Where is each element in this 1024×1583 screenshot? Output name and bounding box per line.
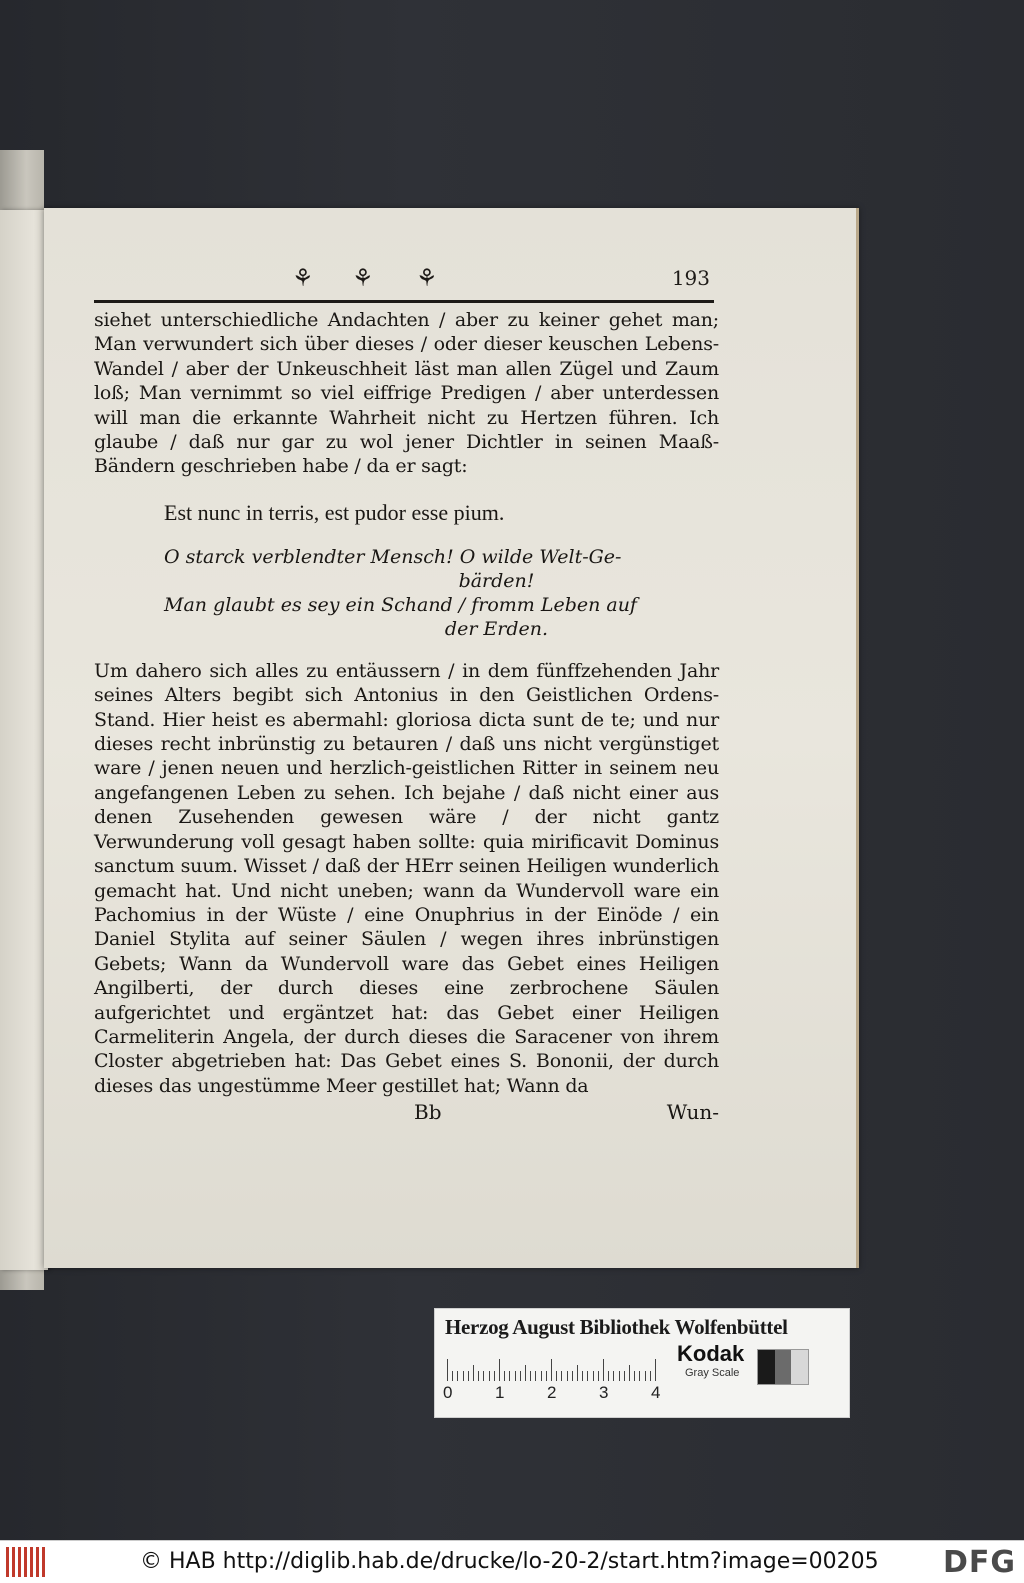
paragraph-2: Um dahero sich alles zu entäussern / in dem fünffzehenden Jahr seines Alters begibt sich Antonius in den Geistlichen Ordens-Stand. Hier heist es abermahl: gloriosa dicta sunt de te; und nur dieses recht inbrünstig zu betauren / daß uns nicht vergünstiget ware / jenen neuen und herzlich-geistlichen Ritter in seinem neu angefangenen Leben zu sehen. Ich bejahe / daß nicht einer aus denen Zusehenden gewesen wäre / der nicht gantz Verwunderung voll gesagt haben sollte: quia mirificavit Dominus sanctum suum. Wisset / daß der HErr seinen Heiligen wunderlich gemacht hat. Und nicht uneben; wann da Wundervoll ware ein Pachomius in der Wüste / eine Onuphrius in der Einöde / ein Daniel Stylita auf seiner Säulen / wegen ihres inbrünstigen Gebets; Wann da Wundervoll ware das Gebet eines Heiligen Angilberti, der durch dieses eine zerbrochene Säulen aufgerichtet und ergäntzet hat: das Gebet einer Heiligen Carmeliterin Angela, der durch dieses die Saracener von ihrem Closter abgetrieben hat: Das Gebet eines S. Bononii, der durch dieses das ungestümme Meer gestillet hat; Wann da [94,659,719,1097]
ruler-tick [561,1371,562,1381]
library-title: Herzog August Bibliothek Wolfenbüttel [445,1315,788,1339]
ruler-tick [509,1371,510,1381]
ruler-tick [463,1371,464,1381]
ruler-tick [457,1371,458,1381]
ruler-tick [546,1371,547,1381]
ruler-tick [473,1365,474,1381]
ruler-number: 1 [495,1383,505,1402]
ruler-tick [650,1371,651,1381]
page-text [94,308,719,1128]
footer-url[interactable]: © HAB http://diglib.hab.de/drucke/lo-20-2/start.htm?image=00205 [140,1549,879,1574]
latin-quote: Est nunc in terris, est pudor esse pium. [164,499,505,525]
ruler-tick [551,1359,552,1381]
dfg-logo: DFG [942,1545,1016,1580]
ruler-tick [567,1371,568,1381]
ruler-number: 2 [547,1383,557,1402]
verse-line-1: O starck verblendter Mensch! O wilde Welt-Ge- [164,545,622,568]
ruler-tick [520,1371,521,1381]
ruler-tick [572,1371,573,1381]
ruler-tick [447,1359,448,1381]
page-number: 193 [671,266,710,290]
verse-block [164,545,719,641]
ruler-tick [613,1371,614,1381]
ruler-tick [624,1371,625,1381]
gray-swatch-dark [758,1350,775,1384]
hab-logo-icon [6,1547,48,1577]
ruler-tick [593,1371,594,1381]
verse-line-2-cont: der Erden. [444,617,549,640]
adjacent-page [0,210,48,1270]
ruler-tick [530,1371,531,1381]
ruler-tick [494,1371,495,1381]
ruler-tick [577,1365,578,1381]
paragraph-1: siehet unterschiedliche Andachten / aber zu keiner gehet man; Man verwundert sich über dieses / oder dieser keuschen Lebens-Wandel / aber der Unkeuschheit läst man allen Zügel und Zaum loß; Man vernimmt so viel eiffrige Predigen / aber unterdessen will man die erkannte Wahrheit nicht zu Hertzen führen. Ich glaube / daß nur gar zu wol jener Dichtler in seinen Maaß-Bändern geschrieben habe / da er sagt: [94,309,719,478]
ruler-tick [478,1371,479,1381]
ornament-icon: ⚘ [292,264,314,292]
ruler-tick [629,1365,630,1381]
ruler-tick [634,1371,635,1381]
ruler-number: 4 [651,1383,661,1402]
page-footer-line [94,1100,719,1128]
catchword: Wun- [666,1100,719,1125]
ruler-number: 0 [443,1383,453,1402]
ruler-tick [556,1371,557,1381]
ruler-tick [655,1359,656,1381]
page-header [94,260,714,303]
ruler-tick [619,1371,620,1381]
ruler-tick [504,1371,505,1381]
ruler-number: 3 [599,1383,609,1402]
ruler-tick [608,1371,609,1381]
verse-line-2: Man glaubt es sey ein Schand / fromm Leben auf [164,593,637,616]
gray-swatch-light [791,1350,808,1384]
ruler-tick [515,1371,516,1381]
ruler-tick [452,1371,453,1381]
library-label-card [434,1308,850,1418]
scale-ruler [447,1351,663,1381]
gray-scale-swatch [757,1349,809,1385]
ruler-tick [582,1371,583,1381]
ruler-tick [587,1371,588,1381]
book-page [44,208,859,1268]
ruler-tick [483,1371,484,1381]
ruler-tick [598,1371,599,1381]
kodak-brand: Kodak [677,1341,745,1366]
gray-swatch-mid [775,1350,792,1384]
ruler-tick [645,1371,646,1381]
ruler-tick [603,1359,604,1381]
ruler-tick [499,1359,500,1381]
ornament-icon: ⚘ [416,264,438,292]
kodak-subtitle: Gray Scale [685,1367,740,1379]
ruler-tick [639,1371,640,1381]
ruler-tick [525,1365,526,1381]
footer-bar [0,1540,1024,1583]
ruler-tick [489,1371,490,1381]
signature-mark: Bb [414,1100,442,1125]
ruler-tick [468,1371,469,1381]
verse-line-1-cont: bärden! [458,569,535,592]
ruler-tick [541,1371,542,1381]
ruler-tick [535,1371,536,1381]
ornament-icon: ⚘ [352,264,374,292]
